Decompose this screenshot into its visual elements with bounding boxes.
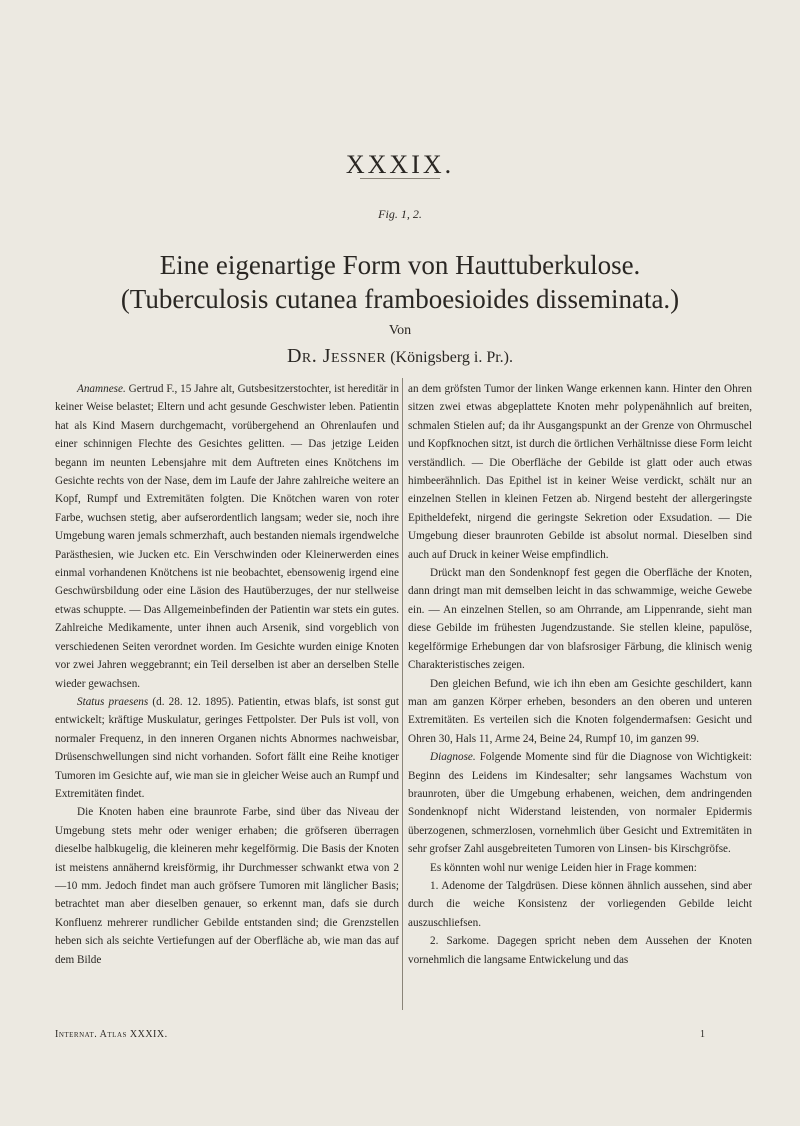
list-item-sarkome: 2. Sarkome. Dagegen spricht neben dem Aussehen der Knoten vornehmlich die langsame Entwickelung und das [408,935,752,966]
list-item-adenome: 1. Adenome der Talgdrüsen. Diese können ähnlich aussehen, sind aber durch die weiche Konsistenz der vorliegenden Gebilde leicht auszuschliefsen. [408,879,752,929]
column-divider [402,378,403,1010]
plate-number: XXXIX. [345,150,455,179]
paragraph-anamnese [55,380,399,693]
paragraph-diagnose [408,748,752,858]
author-line [0,345,800,368]
section-lead-anamnese: Anamnese. [77,383,126,395]
left-column [55,380,399,969]
right-column [408,380,752,969]
byline-von: Von [388,323,412,338]
paragraph-continuation: an dem gröfsten Tumor der linken Wange erkennen kann. Hinter den Ohren sitzen zwei etwas abgeplattete Knoten mehr polypenähnlich auf breiten, schmalen Stielen auf; da ihr Ausgangspunkt an der Grenze von Ohrmuschel und Kopfknochen sitzt, ist durch die örtlichen Verhältnisse diese Form leicht verständlich. — Die Oberfläche der Gebilde ist glatt oder auch etwas himbeerähnlich. Das Epithel ist in keiner Weise verdickt, schält nur an einzelnen Stellen in kleinen Fetzen ab. Nirgend besteht der allergeringste Epitheldefekt, nirgend die geringste Sekretion oder Exsudation. — Die Umgebung dieser braunroten Gebilde ist absolut normal. Dieselben sind auch auf Druck in keiner Weise empfindlich. [408,383,752,561]
article-title-line-2: (Tuberculosis cutanea framboesioides disseminata.) [120,284,680,314]
article-title-line-1: Eine eigenartige Form von Hauttuberkulose. [159,250,641,280]
section-lead-diagnose: Diagnose. [430,751,476,764]
paragraph-text: Folgende Momente sind für die Diagnose von Wichtigkeit: Beginn des Leidens im Kindesalter; sehr langsames Wachstum von braunroten, über die Umgebung erhabenen, weichen, dem andringenden Sondenknopf nicht Widerstand leistenden, von normaler Epidermis überzogenen, schmerzlosen, vornehmlich über Gesicht und Extremitäten in sehr grofser Zahl ausgebreiteten Tumoren von Linsen- bis Kirschgröfse. [408,751,752,856]
paragraph-leiden: Es könnten wohl nur wenige Leiden hier in Frage kommen: [430,861,697,874]
footer-atlas-reference: Internat. Atlas XXXIX. [55,1029,168,1040]
author-name: Dr. Jessner [286,345,387,367]
paragraph-status-praesens [55,693,399,803]
footer-signature-number: 1 [700,1029,705,1040]
paragraph-sondenknopf: Drückt man den Sondenknopf fest gegen die Oberfläche der Knoten, dann dringt man mit demselben leicht in das schwammige, weiche Gewebe ein. — An einzelnen Stellen, so am Ohrrande, am Lippenrande, sieht man diese Gebilde im frühesten Jugendzustande. Sie stellen kleine, papulöse, kegelförmige Erhebungen dar von blafsrosiger Färbung, die klinisch wenig Charakteristisches zeigen. [408,567,752,672]
paragraph-text: (d. 28. 12. 1895). Patientin, etwas blafs, ist sonst gut entwickelt; kräftige Muskulatur, geringes Fettpolster. Der Puls ist voll, von normaler Frequenz, in den inneren Organen nichts Abnormes nachweisbar, Drüsenschwellungen sind nicht vorhanden. Sofort fällt eine Reihe knotiger Tumoren im Gesichte auf, wie man sie in gleicher Weise auch an Rumpf und Extremitäten findet. [55,695,400,800]
figure-reference: Fig. 1, 2. [378,207,422,221]
author-place: (Königsberg i. Pr.). [390,349,513,366]
paragraph-knoten: Die Knoten haben eine braunrote Farbe, sind über das Niveau der Umgebung stets mehr oder weniger erhaben; die gröfseren überragen dieselbe halbkugelig, die kleineren mehr kegelförmig. Die Basis der Knoten ist meistens annähernd kreisförmig, ihr Durchmesser schwankt etwa von 2—10 mm. Jedoch findet man auch gröfsere Tumoren mit länglicher Basis; betrachtet man aber dieselben genauer, so erkennt man, dafs sie durch Konfluenz mehrerer rundlicher Gebilde entstanden sind; die Grenzstellen heben sich als seichte Vertiefungen auf der Oberfläche ab, wie man das auf dem Bilde [55,806,399,966]
section-lead-status-praesens: Status praesens [77,695,149,708]
article-title [0,248,800,316]
paragraph-text: Gertrud F., 15 Jahre alt, Gutsbesitzerstochter, ist hereditär in keiner Weise belastet; Eltern und acht gesunde Geschwister leben. Patientin hat als Kind Masern durchgemacht, vorübergehend an Ohrenlaufen und einer schinnigen Flechte des Gesichtes gelitten. — Das jetzige Leiden begann im neunten Lebensjahre mit dem Auftreten eines Knötchens im Gesichte rechts von der Nase, dem im Laufe der Jahre zahlreiche weitere an Kopf, Rumpf und Extremitäten folgten. Die Knötchen waren von roter Farbe, wuchsen stetig, aber aufserordentlich langsam; weder sie, noch ihre Umgebung waren jemals schmerzhaft, auch bestanden niemals irgendwelche Parästhesien, wie Jucken etc. Ein Verschwinden oder Kleinerwerden eines einmal vorhandenen Knötchens ist nie beobachtet, ebensowenig irgend eine Geschwürsbildung oder eine Läsion des Hautüberzuges, der nur stellweise etwas schuppte. — Das Allgemeinbefinden der Patientin war stets ein gutes. Zahlreiche Medikamente, unter ihnen auch Arsenik, sind vorgeblich von verschiedenen Seiten verordnet worden. Im Gesichte wurden einige Knoten vor zwei Jahren weggebrannt; ein Teil derselben ist aber an derselben Stelle wieder gewachsen. [55,383,399,690]
plate-number-rule [360,178,440,179]
paragraph-befund: Den gleichen Befund, wie ich ihn eben am Gesichte geschildert, kann man am ganzen Körper erheben, besonders an den oberen und unteren Extremitäten. Es verteilen sich die Knoten folgendermafsen: Gesicht und Ohren 30, Hals 11, Arme 24, Beine 24, Rumpf 10, im ganzen 99. [408,677,752,745]
